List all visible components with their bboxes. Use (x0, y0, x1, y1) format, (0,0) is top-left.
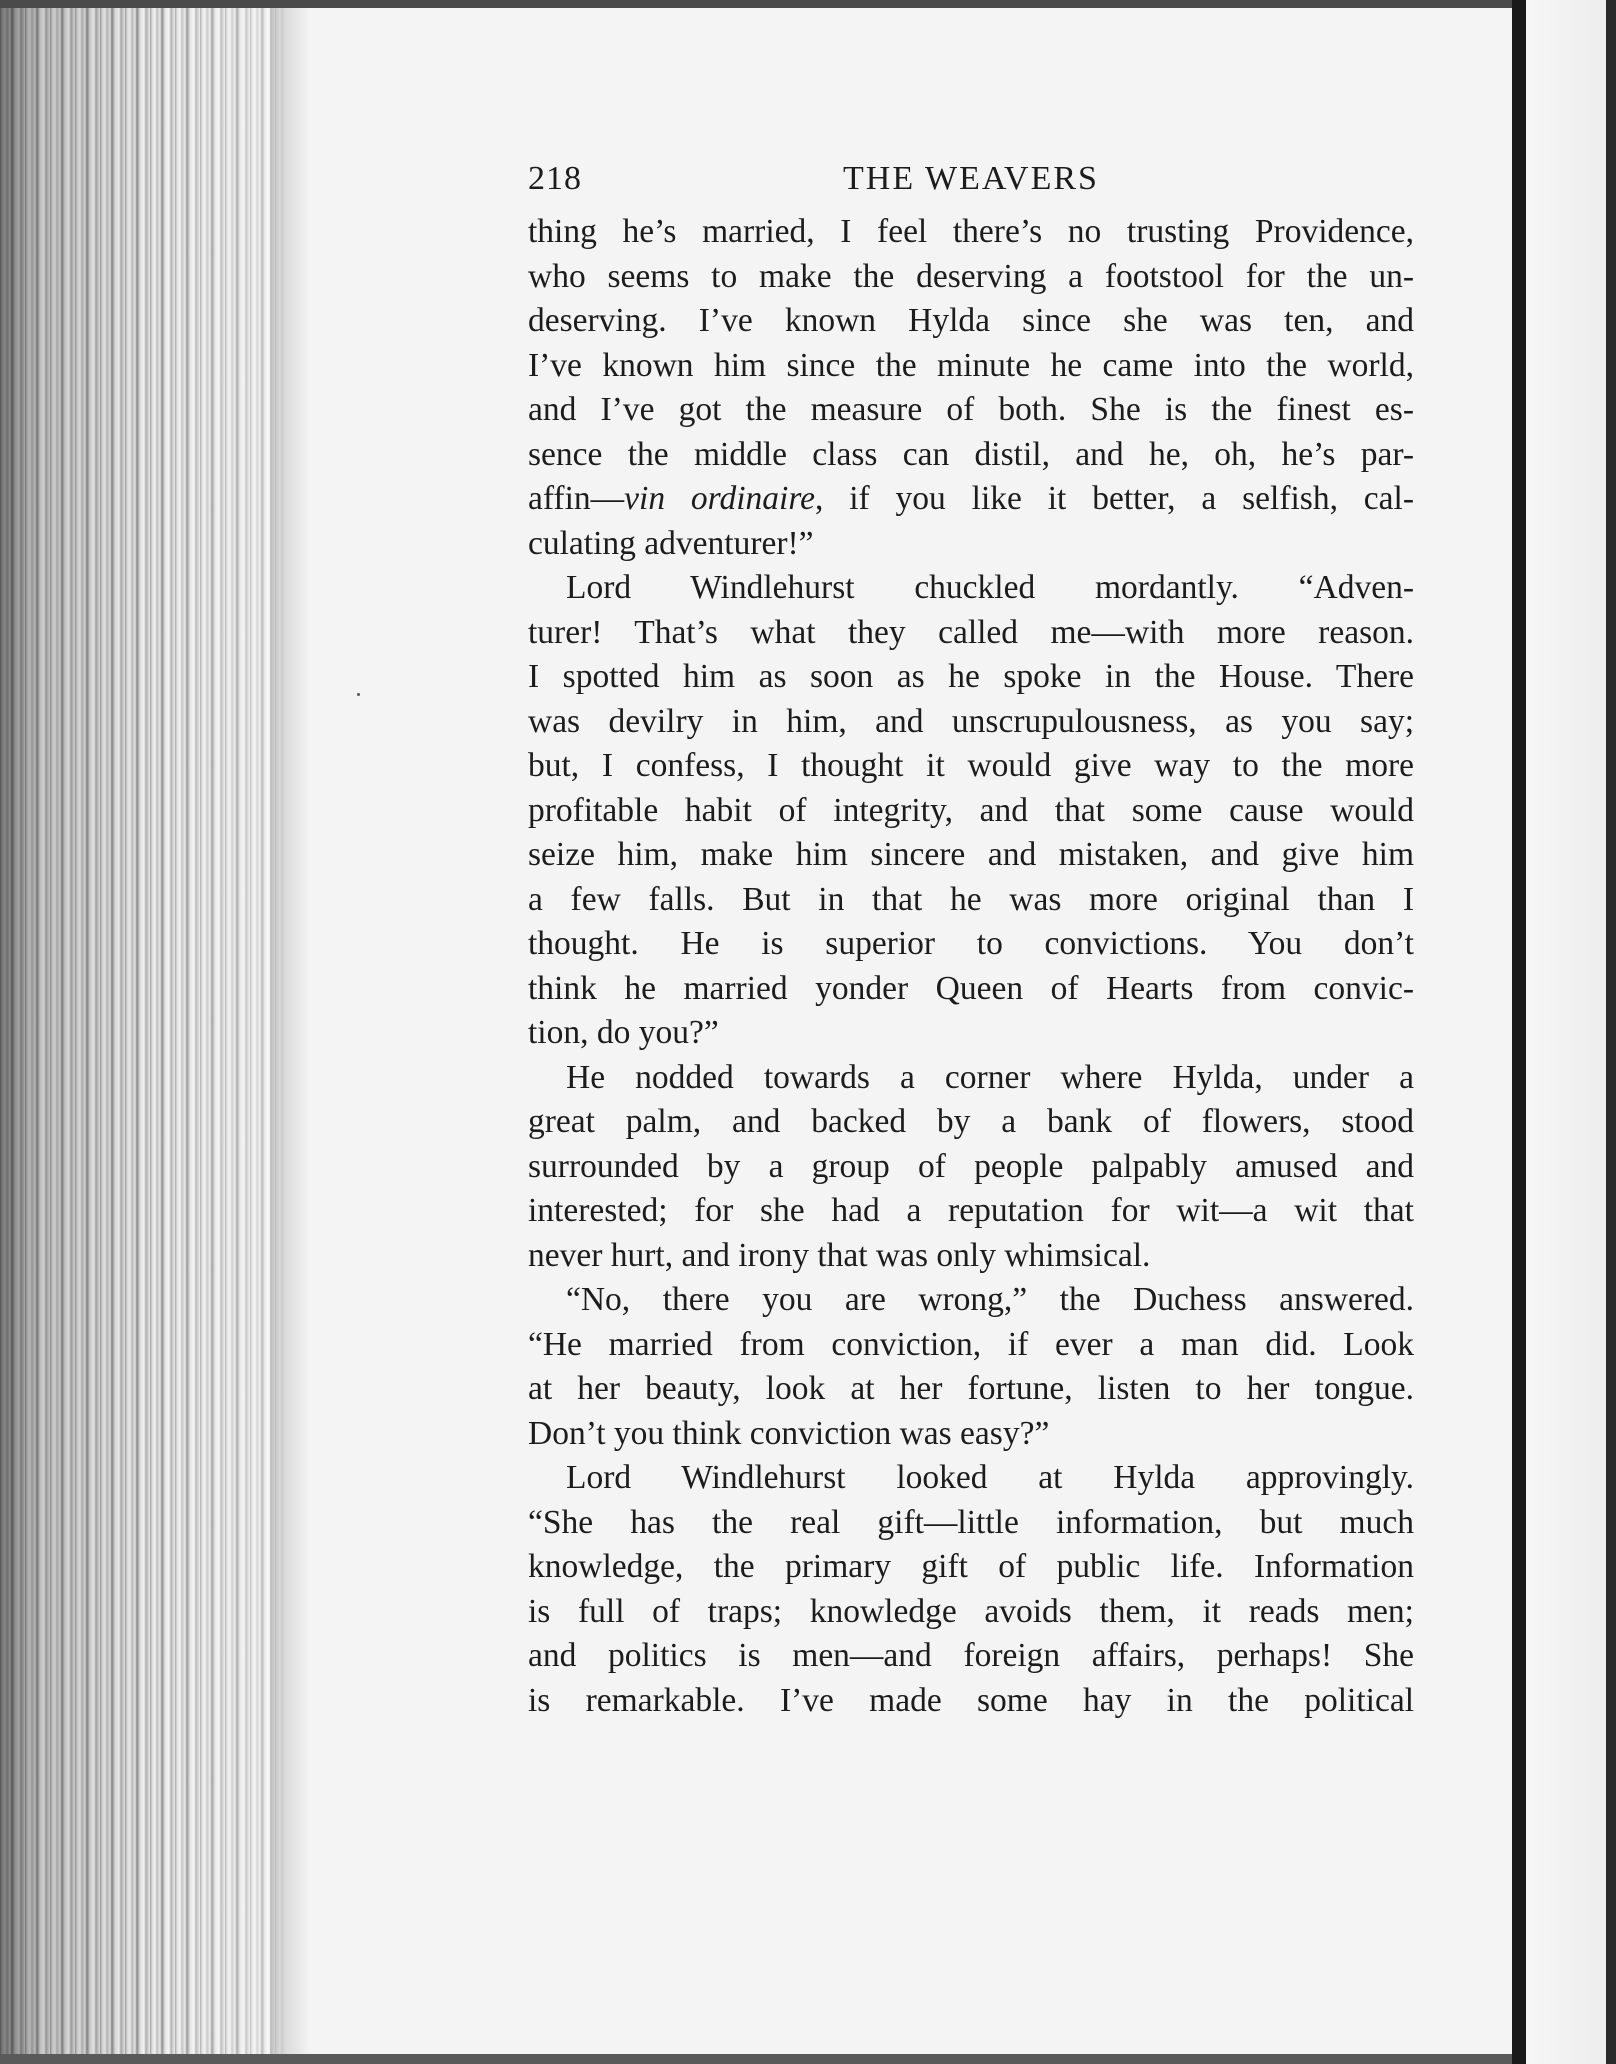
text-line: I spotted him as soon as he spoke in the House. There (528, 658, 1414, 695)
page-number: 218 (528, 160, 582, 197)
text-line: think he married yonder Queen of Hearts from convic- (528, 969, 1414, 1007)
text-line: sence the middle class can distil, and he, oh, he’s par- (528, 435, 1414, 473)
text-line: profitable habit of integrity, and that some cause would (528, 791, 1414, 829)
text-line: He nodded towards a corner where Hylda, under a (566, 1058, 1414, 1096)
text-line: thought. He is superior to convictions. You don’t (528, 925, 1414, 962)
text-line: Lord Windlehurst looked at Hylda approvingly. (566, 1459, 1414, 1496)
gutter-shadow (270, 0, 310, 2064)
paragraph (528, 210, 1414, 566)
text-line: deserving. I’ve known Hylda since she was ten, and (528, 302, 1414, 339)
text-line: thing he’s married, I feel there’s no trusting Providence, (528, 213, 1414, 250)
text-line: turer! That’s what they called me—with more reason. (528, 613, 1414, 651)
running-head (528, 160, 1414, 210)
text-line: at her beauty, look at her fortune, listen to her tongue. (528, 1370, 1414, 1407)
paragraph (528, 1278, 1414, 1456)
facing-page-margin (1526, 0, 1616, 2064)
text-line: and I’ve got the measure of both. She is the finest es- (528, 391, 1414, 428)
text-line: interested; for she had a reputation for wit—a wit that (528, 1192, 1414, 1229)
facing-page-edge (1512, 0, 1526, 2064)
top-scan-border (0, 0, 1616, 8)
text-line: was devilry in him, and unscrupulousness, as you say; (528, 702, 1414, 740)
paragraph (528, 1456, 1414, 1723)
text-line: seize him, make him sincere and mistaken, and give him (528, 836, 1414, 873)
text-line: “He married from conviction, if ever a man did. Look (528, 1325, 1414, 1363)
line-prefix: affin— (528, 480, 625, 517)
text-line: knowledge, the primary gift of public life. Information (528, 1548, 1414, 1585)
bottom-scan-border (0, 2054, 1616, 2064)
right-scan-border (1606, 0, 1616, 2064)
text-line: I’ve known him since the minute he came into the world, (528, 346, 1414, 384)
text-line: is full of traps; knowledge avoids them, it reads men; (528, 1592, 1414, 1630)
text-line: surrounded by a group of people palpably amused and (528, 1147, 1414, 1185)
paragraph (528, 566, 1414, 1056)
text-line: is remarkable. I’ve made some hay in the political (528, 1681, 1414, 1719)
italic-phrase: vin ordinaire (624, 480, 815, 517)
text-line: who seems to make the deserving a footstool for the un- (528, 257, 1414, 295)
text-line-with-italic (528, 477, 1414, 522)
paper-speck (357, 693, 360, 696)
running-title: THE WEAVERS (843, 160, 1099, 197)
text-line: Don’t you think conviction was easy?” (528, 1414, 1050, 1452)
text-line: culating adventurer!” (528, 524, 814, 562)
text-line: a few falls. But in that he was more original than I (528, 880, 1414, 918)
text-line: but, I confess, I thought it would give way to the more (528, 747, 1414, 784)
book-page-edges (0, 0, 285, 2064)
paragraph (528, 1056, 1414, 1279)
printed-text-block (528, 160, 1414, 1723)
text-line: tion, do you?” (528, 1014, 719, 1051)
text-line: never hurt, and irony that was only whimsical. (528, 1236, 1151, 1274)
text-line: Lord Windlehurst chuckled mordantly. “Adven- (566, 569, 1414, 606)
text-line: “No, there you are wrong,” the Duchess answered. (566, 1281, 1414, 1318)
text-line: and politics is men—and foreign affairs, perhaps! She (528, 1637, 1414, 1674)
text-line: “She has the real gift—little information, but much (528, 1503, 1414, 1541)
line-suffix: , if you like it better, a selfish, cal- (815, 480, 1414, 517)
text-line: great palm, and backed by a bank of flowers, stood (528, 1103, 1414, 1140)
